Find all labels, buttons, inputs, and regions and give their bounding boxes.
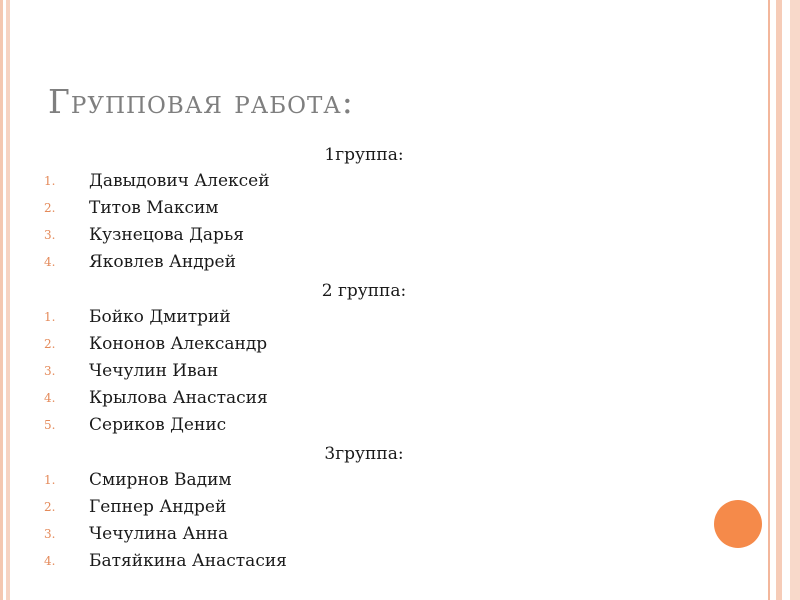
list-item — [44, 385, 644, 412]
list-number: 4. — [44, 255, 56, 269]
group-heading: 3группа: — [324, 444, 404, 464]
list-item — [44, 548, 644, 575]
member-name: Сериков Денис — [89, 415, 227, 435]
member-name: Кононов Александр — [89, 334, 268, 354]
group-heading: 2 группа: — [321, 281, 407, 301]
list-number: 3. — [44, 527, 56, 541]
group-member-list — [44, 467, 644, 575]
right-decorative-border — [766, 0, 800, 600]
member-name: Бойко Дмитрий — [89, 307, 231, 327]
member-name: Яковлев Андрей — [89, 252, 236, 272]
member-name: Давыдович Алексей — [89, 171, 270, 191]
list-number: 4. — [44, 391, 56, 405]
list-item — [44, 358, 644, 385]
member-name: Кузнецова Дарья — [89, 225, 244, 245]
list-item — [44, 521, 644, 548]
list-item — [44, 494, 644, 521]
right-border-stripe — [776, 0, 782, 600]
group-heading: 1группа: — [324, 145, 404, 165]
list-number: 3. — [44, 228, 56, 242]
list-item — [44, 331, 644, 358]
list-number: 1. — [44, 310, 56, 324]
right-border-stripe — [768, 0, 770, 600]
member-name: Чечулина Анна — [89, 524, 229, 544]
list-number: 1. — [44, 174, 56, 188]
list-item — [44, 412, 644, 439]
group-member-list — [44, 168, 644, 276]
list-number: 4. — [44, 554, 56, 568]
slide-title: Групповая работа: — [48, 82, 354, 121]
list-number: 2. — [44, 337, 56, 351]
member-name: Крылова Анастасия — [89, 388, 268, 408]
member-name: Батяйкина Анастасия — [89, 551, 287, 571]
list-number: 2. — [44, 500, 56, 514]
member-name: Смирнов Вадим — [89, 470, 232, 490]
list-number: 5. — [44, 418, 56, 432]
left-decorative-border — [0, 0, 14, 600]
list-item — [44, 195, 644, 222]
list-number: 1. — [44, 473, 56, 487]
list-number: 3. — [44, 364, 56, 378]
slide-content — [44, 140, 644, 575]
list-number: 2. — [44, 201, 56, 215]
left-border-stripe — [0, 0, 3, 600]
left-border-stripe — [6, 0, 10, 600]
group-member-list — [44, 304, 644, 439]
right-border-stripe — [790, 0, 800, 600]
member-name: Гепнер Андрей — [89, 497, 227, 517]
member-name: Чечулин Иван — [89, 361, 219, 381]
decorative-orange-circle — [714, 500, 762, 548]
member-name: Титов Максим — [89, 198, 219, 218]
list-item — [44, 467, 644, 494]
list-item — [44, 249, 644, 276]
list-item — [44, 304, 644, 331]
list-item — [44, 222, 644, 249]
list-item — [44, 168, 644, 195]
